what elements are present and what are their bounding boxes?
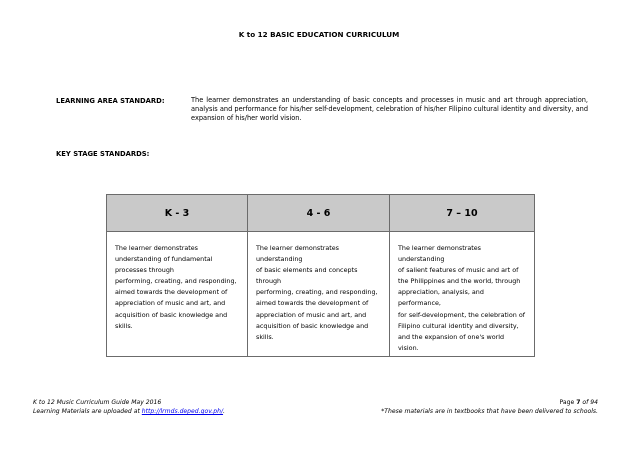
- document-title: K to 12 BASIC EDUCATION CURRICULUM: [238, 30, 400, 39]
- footer-upload-line: [33, 407, 225, 416]
- footer-upload-suffix: .: [223, 408, 225, 415]
- learning-area-standard-text: The learner demonstrates an understanding of basic concepts and processes in music and art through appreciation, analysis and performance for his/her self-development, celebration of his/her Filipino cultural identity and diversity, and expansion of his/her world vision.: [191, 96, 588, 122]
- cell-line: of basic elements and concepts through: [256, 266, 358, 286]
- cell-line: The learner demonstrates understanding: [256, 244, 340, 264]
- cell-line: the Philippines and the world, through: [398, 277, 521, 286]
- column-header-7-10: 7 – 10: [390, 195, 535, 232]
- footer-guide-text: K to 12 Music Curriculum Guide May 2016: [33, 399, 162, 406]
- footer-right: [381, 398, 598, 416]
- cell-line: appreciation of music and art, and: [256, 310, 367, 319]
- column-header-k-3: K - 3: [107, 195, 248, 232]
- cell-line: and the expansion of one's world vision.: [398, 332, 505, 352]
- cell-line: acquisition of basic knowledge and skills.: [256, 321, 369, 341]
- table-header-row: [107, 195, 535, 232]
- page-total: of 94: [580, 399, 598, 406]
- cell-line: skills.: [115, 321, 133, 330]
- learning-area-standard-label: LEARNING AREA STANDARD:: [56, 97, 165, 105]
- cell-line: performing, creating, and responding,: [256, 288, 378, 297]
- cell-line: processes through: [115, 266, 174, 275]
- cell-line: appreciation of music and art, and: [115, 299, 226, 308]
- footer-upload-prefix: Learning Materials are uploaded at: [33, 408, 142, 415]
- footer-left: [33, 398, 225, 416]
- cell-line: aimed towards the development of: [256, 299, 369, 308]
- cell-line: acquisition of basic knowledge and: [115, 310, 228, 319]
- cell-line: for self-development, the celebration of: [398, 310, 525, 319]
- standard-cell-7-10: [390, 232, 535, 357]
- standard-cell-4-6: [248, 232, 390, 357]
- cell-line: appreciation, analysis, and performance,: [398, 288, 484, 308]
- page-number: 7: [576, 399, 581, 406]
- cell-line: understanding of fundamental: [115, 255, 213, 264]
- cell-line: performing, creating, and responding,: [115, 277, 237, 286]
- column-header-4-6: 4 - 6: [248, 195, 390, 232]
- cell-line: of salient features of music and art of: [398, 266, 519, 275]
- cell-line: Filipino cultural identity and diversity,: [398, 321, 519, 330]
- page-prefix: Page: [559, 399, 577, 406]
- cell-line: The learner demonstrates: [115, 244, 199, 252]
- key-stage-standards-label: KEY STAGE STANDARDS:: [56, 150, 150, 158]
- cell-line: aimed towards the development of: [115, 288, 228, 297]
- footer-note: *These materials are in textbooks that have been delivered to schools.: [381, 408, 598, 415]
- cell-line: The learner demonstrates understanding: [398, 244, 482, 264]
- key-stage-standards-table: [106, 194, 535, 357]
- standard-cell-k-3: [107, 232, 248, 357]
- table-row: [107, 232, 535, 357]
- page-indicator: [381, 398, 598, 407]
- lrmds-link[interactable]: http://lrmds.deped.gov.ph/: [141, 408, 224, 415]
